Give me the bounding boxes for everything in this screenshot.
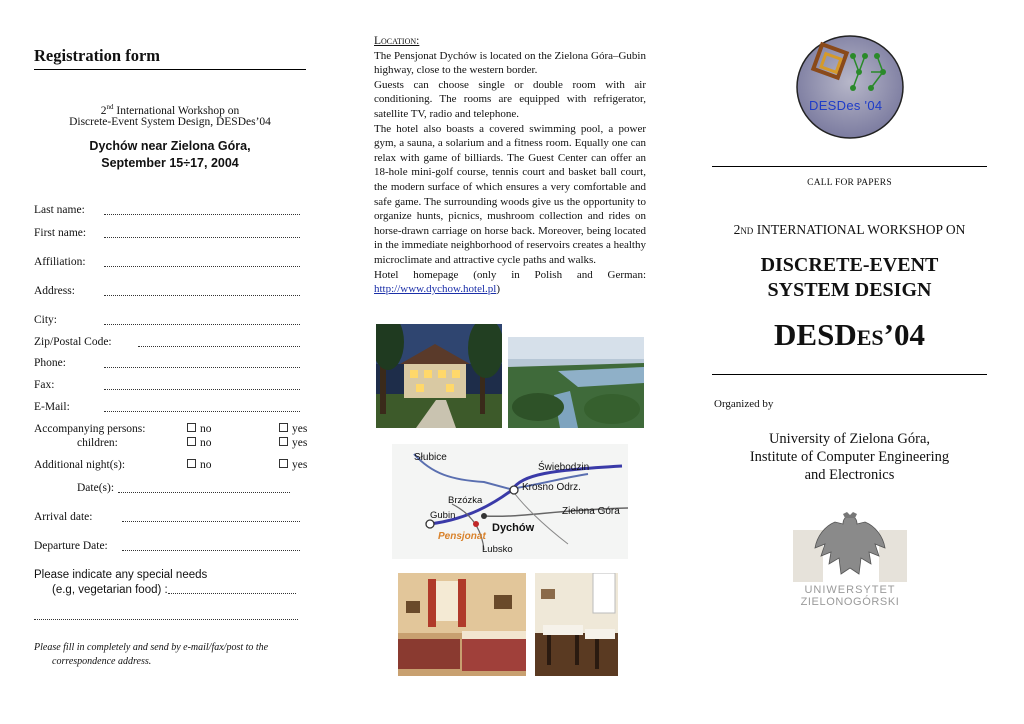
nights-no-checkbox[interactable]: no xyxy=(187,459,212,471)
call-for-papers: CALL FOR PAPERS xyxy=(807,178,892,188)
workshop-line: 2ND INTERNATIONAL WORKSHOP ON xyxy=(733,222,966,237)
venue-line-1: Dychów near Zielona Góra, xyxy=(89,139,251,153)
map-label-swiebodzin: Świebodzin xyxy=(538,462,590,473)
hotel-homepage-link[interactable]: http://www.dychow.hotel.pl xyxy=(374,283,497,296)
divider-bottom xyxy=(712,374,987,375)
map-label-krosno: Krosno Odrz. xyxy=(522,482,581,493)
special-needs-extra-line[interactable] xyxy=(34,619,298,620)
location-body: The Pensjonat Dychów is located on the Zielona Góra–Gubin highway, close to the western border. xyxy=(374,49,646,77)
desdes-acronym: DESDES’04 xyxy=(774,317,925,352)
location-map xyxy=(392,444,628,559)
affiliation-field[interactable]: Affiliation: xyxy=(34,256,306,268)
checkbox-icon xyxy=(187,437,196,446)
org-line-1: University of Zielona Góra, xyxy=(768,431,931,447)
university-logo xyxy=(791,512,909,612)
workshop-line-2: Discrete-Event System Design, DESDes’04 xyxy=(69,116,271,128)
dates-field[interactable]: Date(s): xyxy=(77,482,296,494)
special-needs-field[interactable]: (e.g, vegetarian food) : xyxy=(52,583,306,598)
footer-note-line-1: Please fill in completely and send by e-mail/fax/post to the xyxy=(34,642,269,653)
title-line-1: DISCRETE-EVENT xyxy=(760,254,939,276)
fax-field[interactable]: Fax: xyxy=(34,379,306,391)
reservoir-aerial-photo xyxy=(508,337,644,428)
last-name-field[interactable]: Last name: xyxy=(34,204,306,216)
registration-form-title: Registration form xyxy=(34,46,306,70)
phone-field[interactable]: Phone: xyxy=(34,357,306,369)
accompanying-yes-checkbox[interactable]: yes xyxy=(279,423,307,435)
accompanying-persons-label: Accompanying persons: xyxy=(34,423,146,435)
children-yes-checkbox[interactable]: yes xyxy=(279,437,307,449)
map-label-lubsko: Lubsko xyxy=(482,544,513,555)
arrival-date-field[interactable]: Arrival date: xyxy=(34,511,306,523)
zip-field[interactable]: Zip/Postal Code: xyxy=(34,336,306,348)
divider-top xyxy=(712,166,987,167)
venue-line-2: September 15÷17, 2004 xyxy=(101,156,239,170)
children-label: children: xyxy=(77,437,118,449)
map-label-brzozka: Brzózka xyxy=(448,495,483,506)
city-field[interactable]: City: xyxy=(34,314,306,326)
uz-text-line-2: ZIELONOGÓRSKI xyxy=(800,596,900,608)
first-name-field[interactable]: First name: xyxy=(34,227,306,239)
hotel-body: The hotel also boasts a covered swimming pool, a power gym, a sauna, a solarium and a fitness room. Equally one can relax with game of billiards. The Guest Center can offer an 18-hole mini-golf course, tennis court and basket ball court, the modern surface of which ensures a very comfortable and safe game. The surrounding woods give us the opportunity to organize hunts, picnics, mushroom collection and rides on horse-drawn carriage on horse back. Moreover, being located in the immediate neighborhood of reservoirs creates a healthy microclimate and attractive cycle paths and walks. xyxy=(374,122,646,266)
logo-text: DESDes '04 xyxy=(809,98,883,113)
departure-date-field[interactable]: Departure Date: xyxy=(34,540,306,552)
uz-text-line-1: UNIWERSYTET xyxy=(804,584,896,596)
guests-body: Guests can choose single or double room with air conditioning. The rooms are equipped with refrigerator, satellite TV, radio and telephone. xyxy=(374,78,646,120)
checkbox-icon xyxy=(187,459,196,468)
map-label-zielona-gora: Zielona Góra xyxy=(562,506,620,517)
workshop-line-1: 2nd International Workshop on xyxy=(100,103,240,117)
map-label-dychow: Dychów xyxy=(492,522,535,534)
checkbox-icon xyxy=(279,423,288,432)
checkbox-icon xyxy=(187,423,196,432)
special-needs-line-1: Please indicate any special needs xyxy=(34,569,208,581)
bedroom-photo xyxy=(398,573,526,676)
org-line-3: and Electronics xyxy=(804,467,895,483)
checkbox-icon xyxy=(279,437,288,446)
footer-note-line-2: correspondence address. xyxy=(52,656,152,667)
additional-nights-label: Additional night(s): xyxy=(34,459,126,471)
map-label-slubice: Słubice xyxy=(414,452,447,463)
children-no-checkbox[interactable]: no xyxy=(187,437,212,449)
hotel-exterior-photo xyxy=(376,324,502,428)
organized-by-label: Organized by xyxy=(714,398,774,410)
map-label-pensjonat: Pensjonat xyxy=(438,531,486,542)
restaurant-photo xyxy=(535,573,618,676)
checkbox-icon xyxy=(279,459,288,468)
address-field[interactable]: Address: xyxy=(34,285,306,297)
location-description xyxy=(374,34,646,297)
map-label-gubin: Gubin xyxy=(430,510,456,521)
desdes-logo xyxy=(795,34,905,140)
org-line-2: Institute of Computer Engineering xyxy=(749,449,950,465)
location-heading: Location: xyxy=(374,35,420,47)
accompanying-no-checkbox[interactable]: no xyxy=(187,423,212,435)
title-line-2: SYSTEM DESIGN xyxy=(767,279,932,301)
email-field[interactable]: E-Mail: xyxy=(34,401,306,413)
homepage-line: Hotel homepage (only in Polish and German: http://www.dychow.hotel.pl) xyxy=(374,268,646,296)
nights-yes-checkbox[interactable]: yes xyxy=(279,459,307,471)
